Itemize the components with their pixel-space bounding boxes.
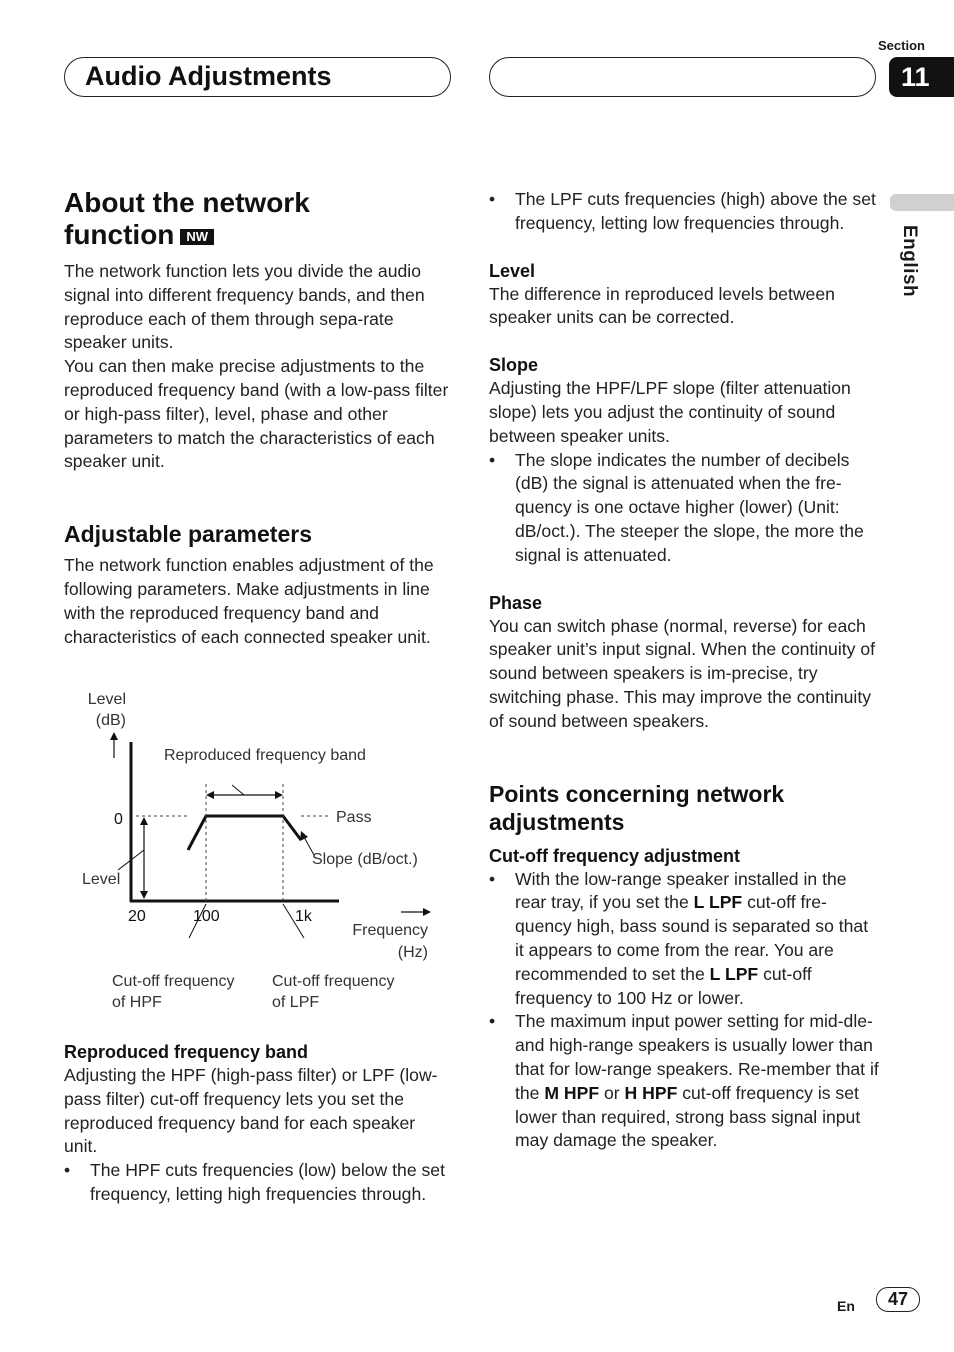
main-title xyxy=(64,187,456,251)
cutoff-bullet-1 xyxy=(489,868,881,1011)
band-label: Reproduced frequency band xyxy=(164,747,366,764)
band-arrowhead-right xyxy=(275,791,283,799)
frequency-arrowhead xyxy=(423,908,431,916)
slope-bullets xyxy=(489,449,881,568)
level-arrowhead-top xyxy=(140,817,148,825)
reproduced-band-bullets xyxy=(64,1159,449,1207)
level-text: The difference in reproduced levels between speaker units can be corrected. xyxy=(489,283,835,328)
cutoff-bullets xyxy=(489,868,881,1154)
section-label: Section xyxy=(878,38,925,53)
right-column xyxy=(489,188,881,1153)
language-label: English xyxy=(899,225,920,298)
nw-badge: NW xyxy=(180,229,214,245)
lpf-bullet: • The LPF cuts frequencies (high) above the set frequency, letting low frequencies through. xyxy=(489,188,881,236)
band-arrowhead-left xyxy=(206,791,214,799)
main-title-line2: function xyxy=(64,219,175,250)
language-tab xyxy=(890,194,954,211)
x-axis-label-2: (Hz) xyxy=(397,944,428,961)
y-axis-label-2: (dB) xyxy=(95,712,126,729)
header-title: Audio Adjustments xyxy=(85,61,332,91)
phase-text: You can switch phase (normal, reverse) for each speaker unit’s input signal. When the continuity of sound between speakers is im-precise, try switching phase. This may improve the continuity of sound between speakers. xyxy=(489,615,875,731)
hpf-label-2: of HPF xyxy=(112,994,162,1011)
reproduced-band-text: Adjusting the HPF (high-pass filter) or LPF (low-pass filter) cut-off frequency lets you set the reproduced frequency band for each speaker unit. xyxy=(64,1065,438,1157)
intro-paragraph-2: You can then make precise adjustments to the reproduced frequency band (with a low-pass filter or high-pass filter), level, phase and other parameters to match the characteristics of each speaker unit. xyxy=(64,356,449,472)
level-arrowhead xyxy=(110,732,118,740)
reproduced-band-heading: Reproduced frequency band xyxy=(64,1042,309,1062)
points-heading-line1: Points concerning network xyxy=(489,780,785,807)
header-blank-frame xyxy=(489,57,876,97)
h-hpf-keyword: H HPF xyxy=(624,1082,678,1103)
l-lpf-keyword: L LPF xyxy=(693,892,743,913)
slope-heading: Slope xyxy=(489,355,539,376)
zero-label: 0 xyxy=(114,811,123,828)
lpf-label-1: Cut-off frequency xyxy=(272,973,395,990)
lpf-bullets xyxy=(489,188,881,236)
slope-arrowhead xyxy=(300,831,308,841)
pass-label: Pass xyxy=(336,809,372,826)
level-label: Level xyxy=(82,871,121,888)
cutoff-bullet-2-part-a: The maximum input power setting for mid-dle- and high-range speakers is usually lower than that for low-range speakers. Re-member that if the xyxy=(515,1011,879,1103)
x-axis-label-1: Frequency xyxy=(352,922,428,939)
x-tick-20: 20 xyxy=(128,908,146,925)
cutoff-bullet-2-part-c: cut-off frequency is set lower than required, strong bass signal input may damage the speaker. xyxy=(515,1082,861,1151)
cutoff-bullet-2 xyxy=(489,1010,881,1153)
cutoff-bullet-1-part-b: cut-off fre-quency high, bass sound is separated so that it appears to come from the rear. You are recommended to set the xyxy=(515,892,869,984)
slope-bullet: • The slope indicates the number of decibels (dB) the signal is attenuated when the fre-quency is one octave higher (lower) (Unit: dB/oct.). The steeper the slope, the more the signal is attenuated. xyxy=(489,449,881,568)
frequency-band-diagram xyxy=(64,680,456,1020)
level-heading: Level xyxy=(489,260,536,281)
adjustable-parameters-heading: Adjustable parameters xyxy=(64,521,312,548)
left-column-lower xyxy=(64,1040,449,1207)
band-leader-line xyxy=(232,785,244,795)
main-title-line1: About the network xyxy=(64,187,310,218)
intro-paragraph-1: The network function lets you divide the audio signal into different frequency bands, and then reproduce each of them through sepa-rate speaker units. xyxy=(64,261,425,353)
footer-language: En xyxy=(837,1298,855,1314)
hpf-label-1: Cut-off frequency xyxy=(112,973,235,990)
cutoff-bullet-2-part-b: or xyxy=(603,1082,620,1103)
response-curve xyxy=(188,816,301,850)
slope-text: Adjusting the HPF/LPF slope (filter attenuation slope) lets you adjust the continuity of sound between speaker units. xyxy=(489,378,851,446)
cutoff-heading: Cut-off frequency adjustment xyxy=(489,845,741,866)
cutoff-bullet-1-part-c: cut-off frequency to 100 Hz or lower. xyxy=(515,963,812,1008)
adjustable-parameters-text: The network function enables adjustment of the following parameters. Make adjustments in line with the reproduced frequency band and characteristics of each connected speaker unit. xyxy=(64,555,434,647)
level-arrowhead-bottom xyxy=(140,891,148,899)
left-column xyxy=(64,187,456,649)
points-heading xyxy=(489,780,881,836)
section-number: 11 xyxy=(889,57,954,97)
slope-label: Slope (dB/oct.) xyxy=(312,851,418,868)
x-tick-100: 100 xyxy=(193,908,220,925)
page-number: 47 xyxy=(876,1287,920,1312)
x-tick-1k: 1k xyxy=(295,908,312,925)
cutoff-bullet-1-part-a: With the low-range speaker installed in the rear tray, if you set the xyxy=(515,868,847,913)
points-heading-line2: adjustments xyxy=(489,808,625,835)
l-lpf-keyword-2: L LPF xyxy=(709,963,759,984)
lpf-label-2: of LPF xyxy=(272,994,320,1011)
hpf-bullet: • The HPF cuts frequencies (low) below the set frequency, letting high frequencies through. xyxy=(64,1159,449,1207)
m-hpf-keyword: M HPF xyxy=(544,1082,600,1103)
y-axis-label-1: Level xyxy=(87,691,126,708)
phase-heading: Phase xyxy=(489,592,543,613)
